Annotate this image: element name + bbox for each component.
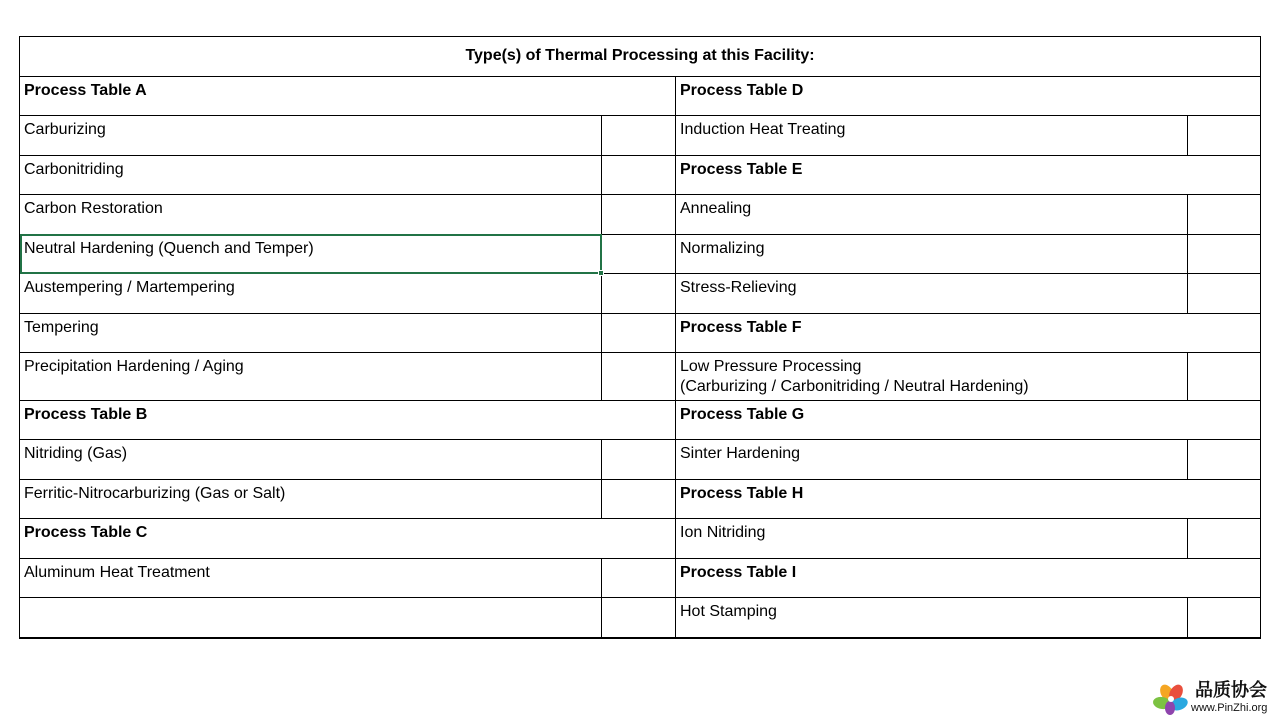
checkbox-cell-left[interactable] (602, 559, 675, 598)
checkbox-divider (1187, 274, 1188, 314)
cell-text: Process Table E (680, 161, 803, 178)
checkbox-divider (1187, 195, 1188, 235)
cell-text: Austempering / Martempering (24, 279, 235, 296)
process-label-left (20, 598, 601, 638)
cell-text: Sinter Hardening (680, 445, 801, 462)
checkbox-divider (601, 480, 602, 519)
flower-logo-icon (1153, 681, 1189, 715)
checkbox-divider (1187, 116, 1188, 156)
checkbox-divider (1187, 235, 1188, 274)
checkbox-cell-left[interactable] (602, 440, 675, 480)
checkbox-cell-left[interactable] (602, 314, 675, 353)
cell-text: Precipitation Hardening / Aging (24, 358, 244, 375)
cell-text: Low Pressure Processing (680, 358, 862, 375)
process-label-right (676, 519, 1187, 559)
checkbox-divider (601, 440, 602, 480)
process-label-right (676, 116, 1187, 156)
checkbox-divider (601, 314, 602, 353)
cell-text: Process Table G (680, 406, 805, 423)
cell-text: Carbonitriding (24, 161, 124, 178)
selected-cell-outline (20, 234, 602, 274)
checkbox-divider (1187, 598, 1188, 638)
process-label-right (676, 598, 1187, 638)
checkbox-cell-right[interactable] (1188, 353, 1260, 401)
process-label-right (676, 235, 1187, 274)
logo-url: www.PinZhi.org (1191, 702, 1268, 714)
cell-text: Annealing (680, 200, 752, 217)
checkbox-cell-left[interactable] (602, 353, 675, 401)
process-label-left (20, 195, 601, 235)
checkbox-cell-left[interactable] (602, 480, 675, 519)
checkbox-cell-left[interactable] (602, 235, 675, 274)
cell-text: Stress-Relieving (680, 279, 797, 296)
checkbox-divider (601, 559, 602, 598)
cell-text: Ferritic-Nitrocarburizing (Gas or Salt) (24, 485, 286, 502)
process-label-right (676, 195, 1187, 235)
checkbox-cell-right[interactable] (1188, 440, 1260, 480)
cell-text: Hot Stamping (680, 603, 777, 620)
section-header-left (20, 77, 675, 116)
cell-text: Induction Heat Treating (680, 121, 846, 138)
cell-text: Aluminum Heat Treatment (24, 564, 210, 581)
cell-text: Normalizing (680, 240, 765, 257)
fill-handle[interactable] (598, 270, 604, 276)
logo-chinese-text: 品质协会 (1195, 680, 1267, 701)
cell-text: Carbon Restoration (24, 200, 163, 217)
process-label-left (20, 440, 601, 480)
cell-text: Carburizing (24, 121, 106, 138)
section-header-right (676, 77, 1260, 116)
process-label-right (676, 274, 1187, 314)
table-title: Type(s) of Thermal Processing at this Facility: (465, 47, 815, 64)
cell-text: Process Table C (24, 524, 148, 541)
process-label-right (676, 440, 1187, 480)
thermal-processing-table (19, 36, 1261, 639)
cell-text: Ion Nitriding (680, 524, 766, 541)
checkbox-cell-left[interactable] (602, 598, 675, 638)
cell-text: Tempering (24, 319, 99, 336)
checkbox-cell-left[interactable] (602, 116, 675, 156)
section-header-right (676, 559, 1260, 598)
process-label-left (20, 274, 601, 314)
cell-text: Process Table B (24, 406, 148, 423)
checkbox-cell-right[interactable] (1188, 598, 1260, 638)
cell-text: Process Table H (680, 485, 804, 502)
checkbox-cell-left[interactable] (602, 156, 675, 195)
section-header-right (676, 480, 1260, 519)
checkbox-cell-right[interactable] (1188, 274, 1260, 314)
checkbox-cell-left[interactable] (602, 195, 675, 235)
checkbox-divider (601, 116, 602, 156)
checkbox-cell-right[interactable] (1188, 519, 1260, 559)
cell-text: Process Table A (24, 82, 147, 99)
process-label-left (20, 156, 601, 195)
checkbox-divider (601, 195, 602, 235)
checkbox-cell-right[interactable] (1188, 195, 1260, 235)
process-label-left (20, 353, 601, 401)
checkbox-cell-left[interactable] (602, 274, 675, 314)
cell-text: Process Table F (680, 319, 802, 336)
checkbox-cell-right[interactable] (1188, 116, 1260, 156)
section-header-right (676, 314, 1260, 353)
cell-text-line2: (Carburizing / Carbonitriding / Neutral Hardening) (680, 378, 1029, 395)
process-label-left (20, 559, 601, 598)
checkbox-divider (1187, 519, 1188, 559)
section-header-left (20, 401, 675, 440)
process-label-left (20, 480, 601, 519)
process-label-left (20, 116, 601, 156)
row-divider (676, 637, 1260, 638)
cell-text: Process Table I (680, 564, 797, 581)
section-header-left (20, 519, 675, 559)
checkbox-divider (601, 156, 602, 195)
cell-text: Process Table D (680, 82, 804, 99)
section-header-right (676, 156, 1260, 195)
checkbox-divider (601, 274, 602, 314)
process-label-left (20, 314, 601, 353)
cell-text: Neutral Hardening (Quench and Temper) (24, 240, 314, 257)
checkbox-cell-right[interactable] (1188, 235, 1260, 274)
row-divider (20, 637, 675, 638)
checkbox-divider (601, 353, 602, 401)
checkbox-divider (1187, 440, 1188, 480)
checkbox-divider (601, 598, 602, 638)
pinzhi-logo (1153, 681, 1277, 717)
cell-text: Nitriding (Gas) (24, 445, 128, 462)
process-label-right (676, 353, 1187, 401)
checkbox-divider (1187, 353, 1188, 401)
section-header-right (676, 401, 1260, 440)
